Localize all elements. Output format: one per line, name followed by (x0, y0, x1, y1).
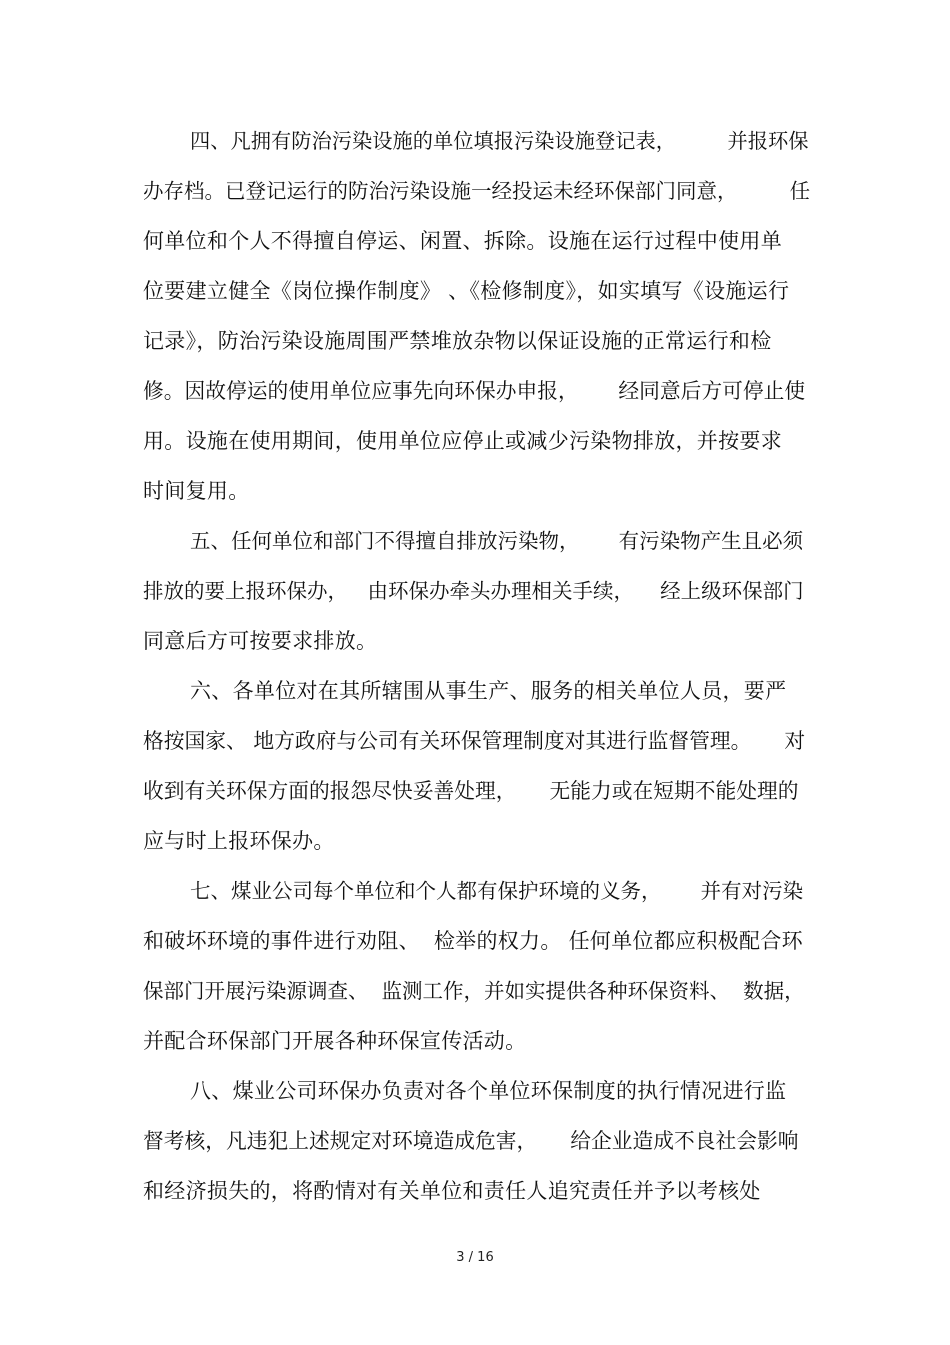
text-line: 督考核，凡违犯上述规定对环境造成危害， 给企业造成不良社会影响 (143, 1129, 799, 1153)
text-line: 位要建立健全《岗位操作制度》 、《检修制度》，如实填写《设施运行 (143, 279, 790, 303)
text-line: 办存档。已登记运行的防治污染设施一经投运未经环保部门同意， 任 (143, 179, 811, 203)
text-line: 八、煤业公司环保办负责对各个单位环保制度的执行情况进行监 (190, 1079, 787, 1103)
text-line: 同意后方可按要求排放。 (143, 629, 378, 653)
text-line: 格按国家、 地方政府与公司有关环保管理制度对其进行监督管理。 对 (143, 729, 806, 753)
text-line: 七、煤业公司每个单位和个人都有保护环境的义务， 并有对污染 (190, 879, 804, 903)
text-line: 四、凡拥有防治污染设施的单位填报污染设施登记表， 并报环保 (190, 129, 809, 153)
text-line: 用。设施在使用期间，使用单位应停止或减少污染物排放，并按要求 (143, 429, 782, 453)
text-line: 排放的要上报环保办， 由环保办牵头办理相关手续， 经上级环保部门 (143, 579, 804, 603)
text-line: 和破坏环境的事件进行劝阻、 检举的权力。 任何单位都应积极配合环 (143, 929, 803, 953)
text-line: 五、任何单位和部门不得擅自排放污染物， 有污染物产生且必须 (190, 529, 804, 553)
text-line: 记录》，防治污染设施周围严禁堆放杂物以保证设施的正常运行和检 (143, 329, 772, 353)
text-line: 保部门开展污染源调查、 监测工作，并如实提供各种环保资料、 数据， (143, 979, 805, 1003)
text-line: 时间复用。 (143, 479, 250, 503)
page-number: 3 / 16 (456, 1250, 494, 1265)
text-line: 修。因故停运的使用单位应事先向环保办申报， 经同意后方可停止使 (143, 379, 806, 403)
text-line: 并配合环保部门开展各种环保宣传活动。 (143, 1029, 527, 1053)
text-line: 何单位和个人不得擅自停运、闲置、拆除。设施在运行过程中使用单 (143, 229, 782, 253)
text-line: 收到有关环保方面的报怨尽快妥善处理， 无能力或在短期不能处理的 (143, 779, 799, 803)
text-line: 和经济损失的，将酌情对有关单位和责任人追究责任并予以考核处 (143, 1179, 761, 1203)
text-line: 六、各单位对在其所辖围从事生产、服务的相关单位人员，要严 (190, 679, 787, 703)
text-line: 应与时上报环保办。 (143, 829, 335, 853)
